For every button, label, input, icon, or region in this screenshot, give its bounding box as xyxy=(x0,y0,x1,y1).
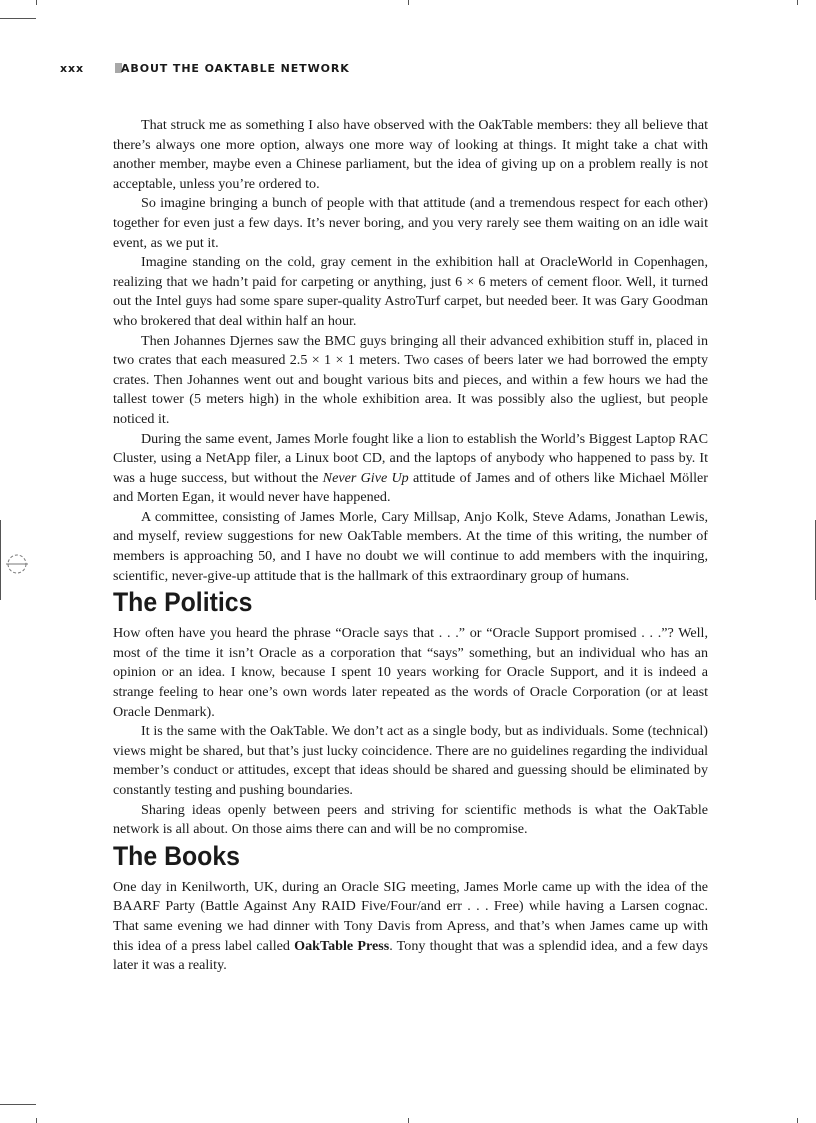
page-number: xxx xyxy=(60,62,84,75)
books-heading: The Books xyxy=(113,840,240,871)
books-text-after: . Tony thought that was a splendid idea, and a few days later it was a reality. xyxy=(113,937,708,974)
politics-paragraph-1: How often have you heard the phrase “Oracle says that . . .” or “Oracle Support promised . . .”? Well, most of the time it isn’t Oracle as a corporation that “says” something, but an individual who has an opinion or an idea. I know, because I spent 10 years working for Oracle Support, and it is indeed a strange feeling to hear one’s own words later repeated as the words of Oracle Corporation (or at least Oracle Denmark). xyxy=(113,625,708,720)
politics-paragraph-2: It is the same with the OakTable. We don’t act as a single body, but as individuals. Some (technical) views might be shared, but that’s just lucky coincidence. There are no guidelines regarding the individual member’s conduct or attitudes, except that ideas should be shared and guessing should be eliminated by constantly testing and pushing boundaries. xyxy=(113,723,708,798)
committee-paragraph: A committee, consisting of James Morle, Cary Millsap, Anjo Kolk, Steve Adams, Jonathan Lewis, and myself, review suggestions for new OakTable members. At the time of this writing, the number of members is approaching 50, and I have no doubt we will continue to add members with the inquiring, scientific, never-give-up attitude that is the hallmark of this extraordinary group of humans. xyxy=(113,508,708,584)
crop-mark-top-center xyxy=(408,0,409,5)
books-text-before: One day in Kenilworth, UK, during an Oracle SIG meeting, James Morle came up with the idea of the BAARF Party (Battle Against Any RAID Five/Four/and err . . . Free) while having a Larsen cognac. That same evening we had dinner with Tony Davis from Apress, and that’s when James came up with this idea of a press label called xyxy=(113,878,708,954)
intro-paragraph-4: Then Johannes Djernes saw the BMC guys bringing all their advanced exhibition stuff in, placed in two crates that each measured 2.5 × 1 × 1 meters. Two cases of beers later we had borrowed the empty crates. Then Johannes went out and bought various bits and pieces, and within a few hours we had the tallest tower (5 meters high) in the whole exhibition area. It was possibly also the ugliest, but people noticed it. xyxy=(113,332,708,427)
oaktable-press-strong: OakTable Press xyxy=(294,937,390,954)
crop-mark-left-side xyxy=(0,520,1,600)
laptop-rac-paragraph xyxy=(113,430,708,508)
books-paragraph xyxy=(113,878,708,976)
politics-heading: The Politics xyxy=(113,587,253,618)
crop-mark-bottom-right xyxy=(797,1118,798,1123)
laptop-text-before: During the same event, James Morle fought like a lion to establish the World’s Biggest Laptop RAC Cluster, using a NetApp filer, a Linux boot CD, and the laptops of anybody who happened to pass by. It was a huge success, but without the xyxy=(113,430,708,486)
running-header xyxy=(60,61,756,77)
crop-mark-bottom-center xyxy=(408,1118,409,1123)
crop-mark-top-left-v xyxy=(36,0,37,5)
body-text xyxy=(113,116,708,976)
crop-mark-top-left-h xyxy=(0,18,36,19)
crop-mark-top-right xyxy=(797,0,798,5)
intro-paragraph-2: So imagine bringing a bunch of people with that attitude (and a tremendous respect for each other) together for even just a few days. It’s never boring, and you very rarely see them waiting on an idle wait event, as we put it. xyxy=(113,195,708,251)
intro-paragraph-3: Imagine standing on the cold, gray cement in the exhibition hall at OracleWorld in Copenhagen, realizing that we hadn’t paid for carpeting or anything, just 6 × 6 meters of cement floor. Well, it turned out the Intel guys had some spare super-quality AstroTurf carpet, but needed beer. It was Gary Goodman who brokered that deal within half an hour. xyxy=(113,254,708,329)
never-give-up-emphasis: Never Give Up xyxy=(322,469,409,486)
crop-mark-bottom-left-h xyxy=(0,1104,36,1105)
registration-mark-icon xyxy=(6,553,28,575)
politics-paragraph-3: Sharing ideas openly between peers and striving for scientific methods is what the OakTable network is all about. On those aims there can and will be no compromise. xyxy=(113,801,708,838)
crop-mark-bottom-left-v xyxy=(36,1118,37,1123)
running-head-title: ABOUT THE OAKTABLE NETWORK xyxy=(121,62,350,75)
laptop-text-after: attitude of James and of others like Michael Möller and Morten Egan, it would never have happened. xyxy=(113,469,708,506)
intro-paragraph-1: That struck me as something I also have observed with the OakTable members: they all believe that there’s always one more option, always one more way of looking at things. It might take a chat with another member, maybe even a Chinese parliament, but the idea of giving up on a problem really is not acceptable, unless you’re ordered to. xyxy=(113,117,708,192)
